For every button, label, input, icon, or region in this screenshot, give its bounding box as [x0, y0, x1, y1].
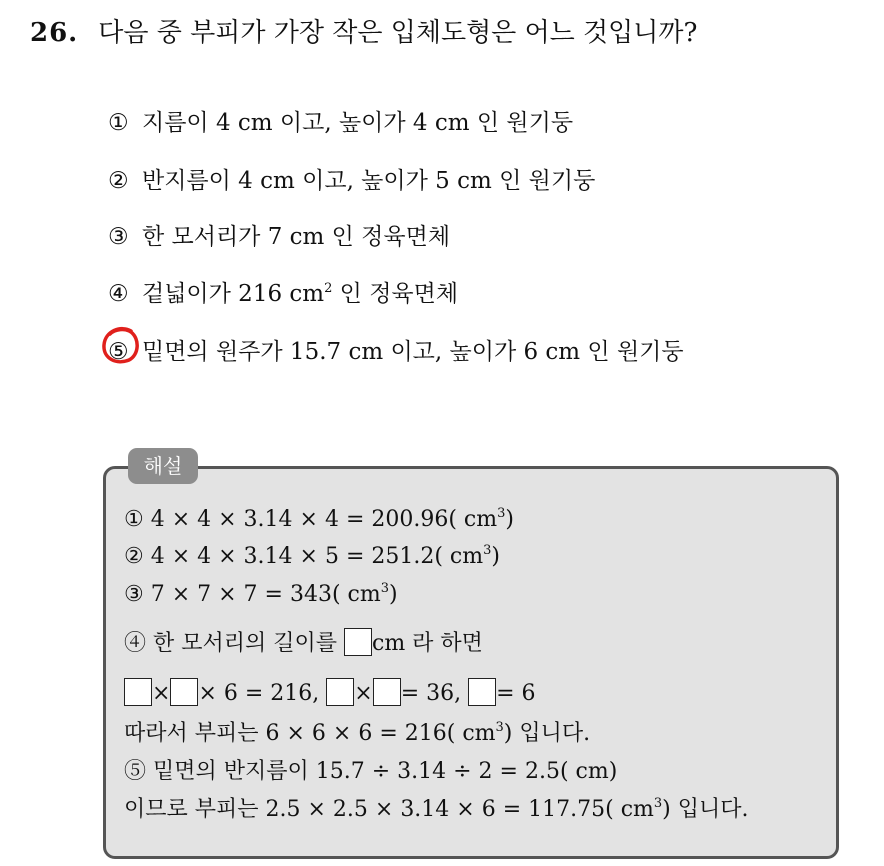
solution-text: ): [505, 507, 514, 532]
answer-circle-mark: [101, 325, 141, 365]
solution-text: × 6 = 216,: [198, 681, 327, 706]
choice-number: ⑤: [108, 339, 129, 365]
choice-text-suffix: 인 정육면체: [332, 281, 459, 307]
solution-tag: 해설: [128, 448, 198, 484]
blank-box: [344, 628, 372, 656]
superscript: 3: [495, 720, 504, 735]
choice-text: 지름이 4 cm 이고, 높이가 4 cm 인 원기둥: [142, 110, 574, 136]
solution-line-1: [124, 506, 514, 532]
blank-box: [124, 678, 152, 706]
choice-number: ④: [108, 281, 129, 307]
choice-number: ②: [108, 168, 129, 194]
solution-line-8: [124, 792, 748, 823]
choice-2[interactable]: [108, 162, 595, 195]
blank-box: [468, 678, 496, 706]
solution-text: ): [491, 544, 500, 569]
solution-text: ): [389, 582, 398, 607]
choice-number: ①: [108, 110, 129, 136]
blank-box: [170, 678, 198, 706]
solution-text: = 6: [496, 681, 536, 706]
solution-line-2: [124, 543, 500, 569]
solution-text: ⑤ 밑면의 반지름이 15.7 ÷ 3.14 ÷ 2 = 2.5( cm): [124, 759, 618, 784]
choice-text: 한 모서리가 7 cm 인 정육면체: [142, 224, 451, 250]
solution-line-4: [124, 626, 483, 657]
solution-line-6: [124, 716, 590, 747]
choice-4[interactable]: [108, 275, 458, 308]
solution-line-5: [124, 678, 536, 706]
solution-text: = 36,: [400, 681, 469, 706]
blank-box: [326, 678, 354, 706]
choice-number: ③: [108, 224, 129, 250]
superscript: 3: [483, 543, 492, 558]
solution-text: ① 4 × 4 × 3.14 × 4 = 200.96( cm: [124, 507, 498, 532]
solution-text: ) 입니다.: [662, 797, 749, 822]
choice-3[interactable]: [108, 218, 450, 251]
choice-5[interactable]: [108, 333, 684, 366]
solution-text: ③ 7 × 7 × 7 = 343( cm: [124, 582, 381, 607]
superscript: 3: [653, 796, 663, 811]
solution-line-3: [124, 581, 398, 607]
superscript: 3: [380, 581, 389, 596]
solution-text: cm 라 하면: [372, 631, 483, 656]
solution-text: ② 4 × 4 × 3.14 × 5 = 251.2( cm: [124, 544, 484, 569]
superscript: 2: [324, 281, 333, 296]
question-header: [30, 12, 697, 49]
solution-line-7: [124, 754, 617, 785]
solution-text: 따라서 부피는 6 × 6 × 6 = 216( cm: [124, 721, 496, 746]
solution-text: ×: [152, 681, 171, 706]
choice-text: 겉넓이가 216 cm: [142, 281, 325, 307]
solution-text: ) 입니다.: [503, 721, 591, 746]
choice-text: 반지름이 4 cm 이고, 높이가 5 cm 인 원기둥: [142, 168, 596, 194]
solution-text: ×: [354, 681, 373, 706]
solution-text: ④ 한 모서리의 길이를: [124, 631, 344, 656]
superscript: 3: [497, 506, 506, 521]
solution-text: 이므로 부피는 2.5 × 2.5 × 3.14 × 6 = 117.75( cm: [124, 797, 654, 822]
choice-text: 밑면의 원주가 15.7 cm 이고, 높이가 6 cm 인 원기둥: [142, 339, 684, 365]
question-number: 26.: [30, 18, 79, 48]
blank-box: [373, 678, 401, 706]
question-text: 다음 중 부피가 가장 작은 입체도형은 어느 것입니까?: [98, 18, 698, 48]
choice-1[interactable]: [108, 104, 573, 137]
